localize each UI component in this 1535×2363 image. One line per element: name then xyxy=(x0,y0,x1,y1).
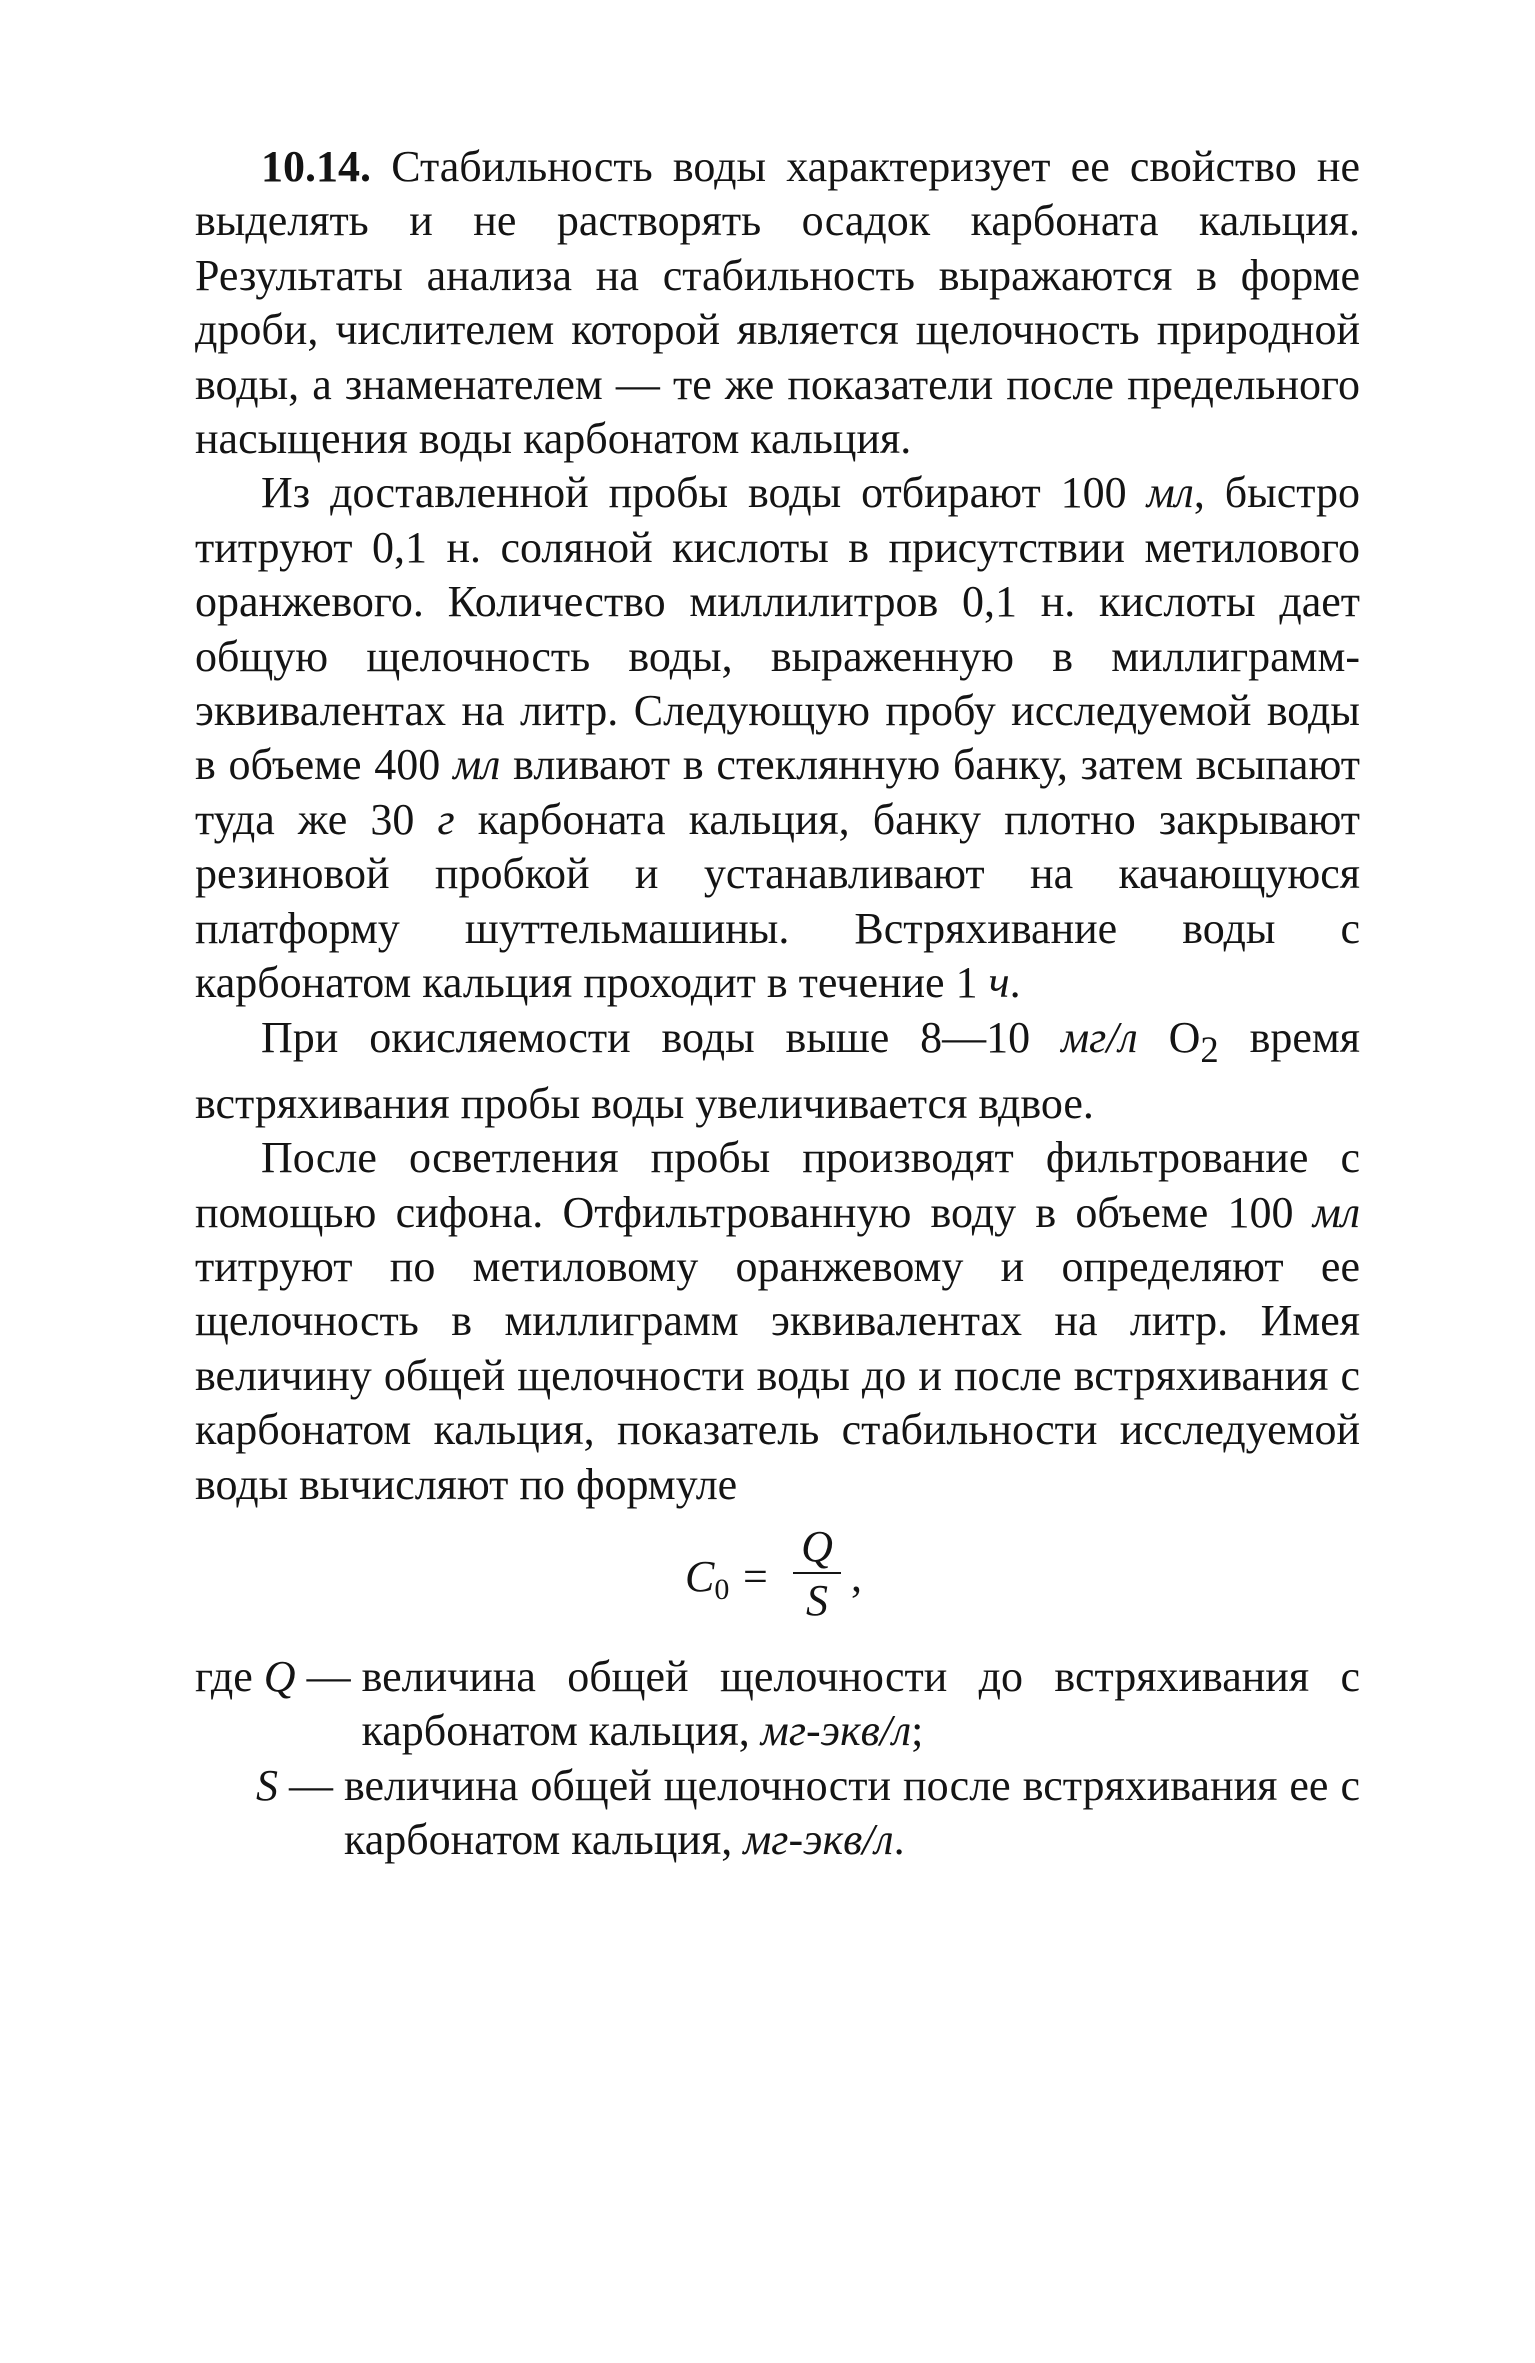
unit-g: г xyxy=(437,794,455,844)
text-run: титруют по метиловому оранжевому и определяют ее щелочность в миллиграмм эквивалентах на литр. Имея величину общей щелочности воды до и после встряхивания с карбонатом кальция, показатель стабильности исследуемой воды вычисляют по формуле xyxy=(195,1241,1360,1509)
where-word: где xyxy=(195,1651,264,1701)
text-run: вливают в стеклянную банку, затем всыпают туда же 30 xyxy=(195,740,1360,844)
text-run: время встряхивания пробы воды увеличивается вдвое. xyxy=(195,1012,1361,1128)
unit-mg-eq-per-l: мг-экв/л xyxy=(743,1815,894,1865)
formula-comma: , xyxy=(851,1551,862,1601)
definition-lead xyxy=(195,1759,344,1813)
unit-ml: мл xyxy=(453,740,501,790)
intro-text: Стабильность воды характеризует ее свойство не выделять и не растворять осадок карбоната кальция. Результаты анализа на стабильность выражаются в форме дроби, числителем которой является щелочность природной воды, а знаменателем — те же показатели после предельного насыщения воды карбонатом кальция. xyxy=(195,142,1360,464)
formula-numerator: Q xyxy=(801,1521,833,1571)
paragraph-intro xyxy=(195,140,1360,466)
unit-ml: мл xyxy=(1146,468,1194,518)
unit-hour: ч xyxy=(988,958,1010,1008)
text-run: величина общей щелочности после встряхивания ее с карбонатом кальция, xyxy=(344,1760,1360,1865)
fraction-bar xyxy=(793,1572,841,1574)
text-run: После осветления пробы производят фильтрование с помощью сифона. Отфильтрованную воду в объеме 100 xyxy=(195,1133,1360,1237)
subscript-2: 2 xyxy=(1200,1028,1219,1070)
paragraph-oxidizability xyxy=(195,1011,1360,1132)
text-run: При окисляемости воды выше 8—10 xyxy=(261,1012,1062,1062)
formula-fraction xyxy=(793,1521,841,1626)
stability-formula xyxy=(195,1521,1360,1642)
definition-dash: — xyxy=(278,1760,344,1810)
definition-s xyxy=(195,1759,1360,1868)
definition-text xyxy=(362,1650,1360,1759)
text-run: O xyxy=(1137,1012,1201,1062)
formula-symbol-c: C xyxy=(685,1551,715,1601)
document-page xyxy=(195,140,1360,1868)
definition-q xyxy=(195,1650,1360,1759)
paragraph-filtration xyxy=(195,1131,1360,1512)
unit-ml: мл xyxy=(1312,1187,1360,1237)
paragraph-sampling xyxy=(195,466,1360,1010)
formula-lhs xyxy=(685,1550,729,1617)
text-run: ; xyxy=(911,1706,924,1756)
text-run: карбоната кальция, банку плотно закрывают резиновой пробкой и устанавливают на качающуюся платформу шуттельмашины. Встряхивание воды с карбонатом кальция проходит в течение 1 xyxy=(195,794,1360,1008)
definition-lead xyxy=(195,1650,362,1704)
formula-subscript: 0 xyxy=(714,1572,730,1606)
symbol-q: Q xyxy=(263,1651,296,1701)
definition-text xyxy=(344,1759,1360,1868)
symbol-s: S xyxy=(256,1760,278,1810)
definition-dash: — xyxy=(295,1651,362,1701)
definitions-list xyxy=(195,1650,1360,1868)
text-run: . xyxy=(1009,958,1021,1008)
text-run: . xyxy=(893,1815,905,1865)
unit-mg-per-l: мг/л xyxy=(1061,1012,1138,1062)
text-run: величина общей щелочности до встряхивания с карбонатом кальция, xyxy=(361,1651,1360,1756)
formula-denominator: S xyxy=(806,1575,828,1625)
text-run: , быстро титруют 0,1 н. соляной кислоты в присутствии метилового оранжевого. Количество миллилитров 0,1 н. кислоты дает общую щелочность воды, выраженную в миллиграмм-эквивалентах на литр. Следующую пробу исследуемой воды в объеме 400 xyxy=(195,468,1360,790)
unit-mg-eq-per-l: мг-экв/л xyxy=(760,1706,912,1756)
formula-equals: = xyxy=(743,1551,768,1601)
text-run: Из доставленной пробы воды отбирают 100 xyxy=(261,468,1147,518)
section-number: 10.14. xyxy=(261,142,371,191)
